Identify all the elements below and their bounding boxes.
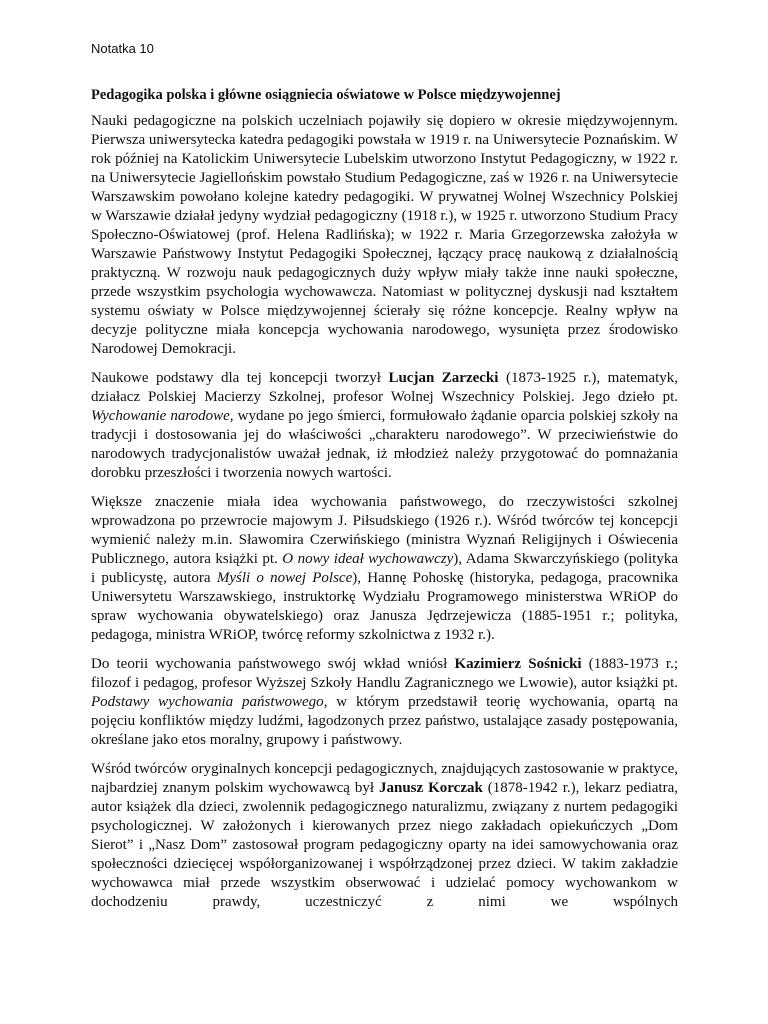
text-run: ), Adama Skwarczyńskiego (polityka i publicystę, autora — [91, 551, 678, 586]
person-name: Janusz Korczak — [379, 780, 483, 796]
text-run: wydane po jego śmierci, formułowało żądanie oparcia polskiej szkoły na tradycji i dostosowania jej do właściwości „charakteru narodowego”. W przeciwieństwie do narodowych tradycjonalistów uważał jednak, iż młodzież należy przygotować do pomnażania dorobku przeszłości i tworzenia nowych wartości. — [91, 408, 678, 481]
text-run: Większe znaczenie miała idea wychowania państwowego, do rzeczywistości szkolnej wprowadzona po przewrocie majowym J. Piłsudskiego (1926 r.). Wśród twórców tej koncepcji wymienić należy m.in. Sławomira Czerwińskiego (ministra Wyznań Religijnych i Oświecenia Publicznego, autora książki pt. — [91, 494, 678, 567]
document-title: Pedagogika polska i główne osiągniecia oświatowe w Polsce międzywojennej — [91, 87, 561, 103]
paragraph — [91, 760, 678, 912]
book-title: Myśli o nowej Polsce — [216, 570, 353, 586]
page-header: Notatka 10 — [91, 41, 154, 56]
document-page — [91, 0, 678, 1024]
paragraph — [91, 493, 678, 645]
text-run: Naukowe podstawy dla tej koncepcji tworzył — [91, 370, 389, 386]
book-title: O nowy ideał wychowawczy — [282, 551, 454, 567]
text-run: Do teorii wychowania państwowego swój wkład wniósł — [91, 656, 455, 672]
person-name: Kazimierz Sośnicki — [454, 656, 582, 672]
text-run: Wśród twórców oryginalnych koncepcji pedagogicznych, znajdujących zastosowanie w praktyce, najbardziej znanym polskim wychowawcą był — [91, 761, 678, 796]
text-run: (1878-1942 r.), lekarz pediatra, autor książek dla dzieci, zwolennik pedagogicznego naturalizmu, związany z nurtem pedagogiki psychologicznej. W założonych i kierowanych przez niego zakładach opiekuńczych „Dom Sierot” i „Nasz Dom” zastosował program pedagogiczny oparty na idei samowychowania oraz społeczności dziecięcej współorganizowanej i współrządzonej przez dzieci. W takim zakładzie wychowawca miał przede wszystkim obserwować i udzielać pomocy wychowankom w dochodzeniu prawdy, uczestniczyć z nimi we wspólnych — [91, 780, 678, 910]
paragraph — [91, 369, 678, 483]
book-title: Podstawy wychowania państwowego — [91, 694, 324, 710]
text-run: (1883-1973 r.; filozof i pedagog, profesor Wyższej Szkoły Handlu Zagranicznego we Lwowie), autor książki pt. — [91, 656, 678, 691]
text-run: , w którym przedstawił teorię wychowania, opartą na pojęciu konfliktów między ludźmi, łagodzonych przez państwo, ustalające zasady postępowania, określane jako etos moralny, grupowy i państwowy. — [91, 694, 678, 748]
person-name: Lucjan Zarzecki — [388, 370, 499, 386]
document-body — [91, 112, 678, 912]
book-title: Wychowanie narodowe, — [91, 408, 234, 424]
text-run: ), Hannę Pohoskę (historyka, pedagoga, pracownika Uniwersytetu Warszawskiego, instruktorkę Wydziału Programowego ministerstwa WRiOP do spraw wychowania obywatelskiego) oraz Janusza Jędrzejewicza (1885-1951 r.; polityka, pedagoga, ministra WRiOP, twórcę reformy szkolnictwa z 1932 r.). — [91, 570, 678, 643]
paragraph — [91, 112, 678, 359]
text-run: Nauki pedagogiczne na polskich uczelniach pojawiły się dopiero w okresie międzywojennym. Pierwsza uniwersytecka katedra pedagogiki powstała w 1919 r. na Uniwersytecie Poznańskim. W rok później na Katolickim Uniwersytecie Lubelskim utworzono Instytut Pedagogiczny, w 1922 r. na Uniwersytecie Jagiellońskim powstało Studium Pedagogiczne, zaś w 1926 r. na Uniwersytecie Warszawskim powołano kolejne katedry pedagogiki. W prywatnej Wolnej Wszechnicy Polskiej w Warszawie działał jedyny wydział pedagogiczny (1918 r.), w 1925 r. utworzono Studium Pracy Społeczno-Oświatowej (prof. Helena Radlińska); w 1922 r. Maria Grzegorzewska założyła w Warszawie Państwowy Instytut Pedagogiki Społecznej, łączący pracę naukową z działalnością praktyczną. W rozwoju nauk pedagogicznych duży wpływ miały także inne nauki społeczne, przede wszystkim psychologia wychowawcza. Natomiast w politycznej dyskusji nad kształtem systemu oświaty w Polsce międzywojennej ścierały się różne koncepcje. Realny wpływ na decyzje polityczne miała koncepcja wychowania narodowego, wysunięta przez środowisko Narodowej Demokracji. — [91, 113, 678, 357]
text-run: (1873-1925 r.), matematyk, działacz Polskiej Macierzy Szkolnej, profesor Wolnej Wszechnicy Polskiej. Jego dzieło pt. — [91, 370, 678, 405]
paragraph — [91, 655, 678, 750]
